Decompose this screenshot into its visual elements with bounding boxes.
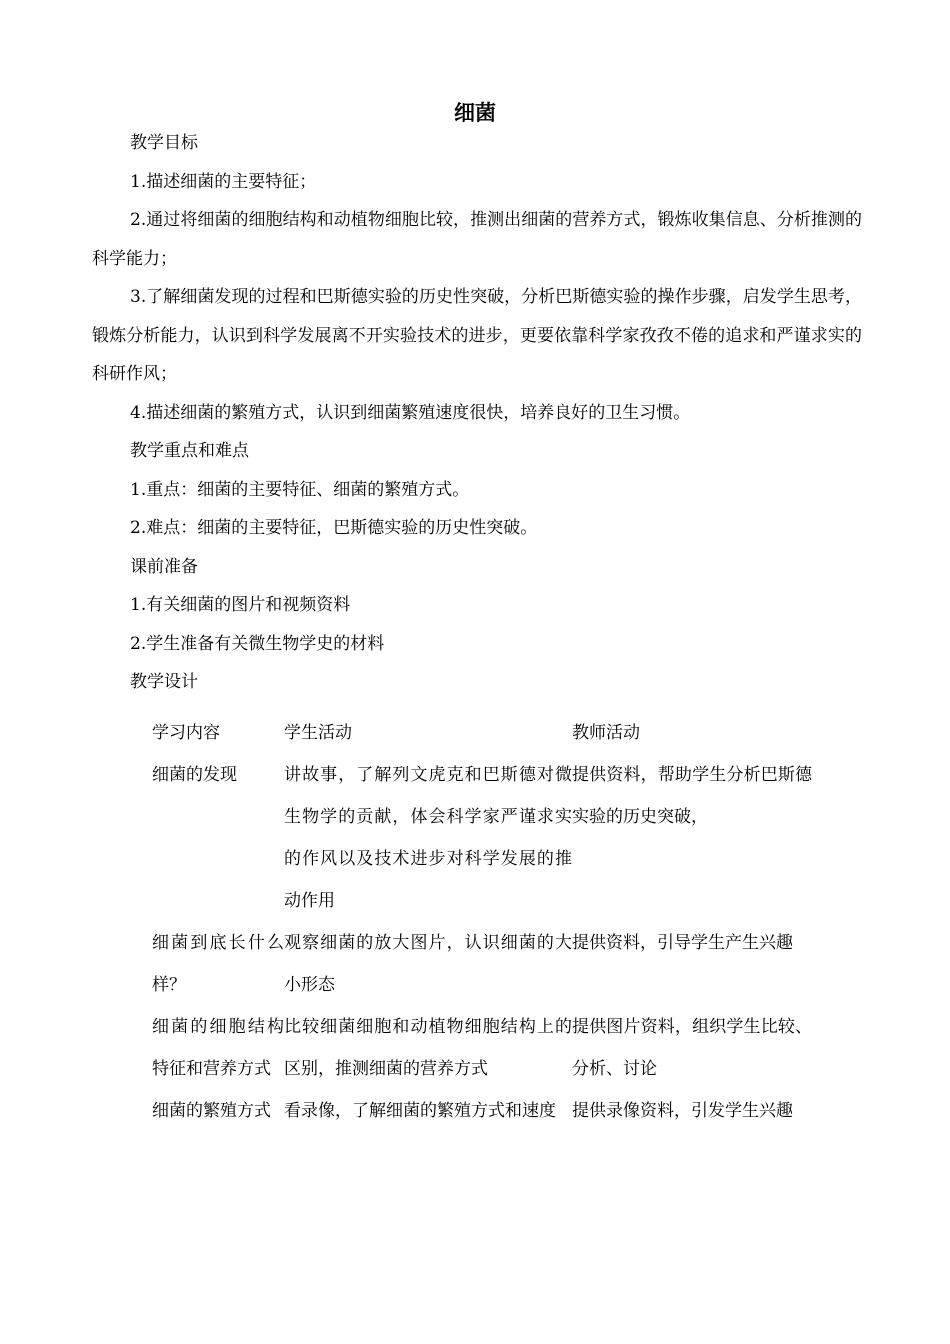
table-row [152, 754, 812, 922]
goals-heading: 教学目标 [130, 133, 198, 153]
table-cell: 细菌的繁殖方式 [152, 1101, 271, 1121]
table-cell: 讲故事，了解列文虎克和巴斯德对微生物学的贡献，体会科学家严谨求实的作风以及技术进步对科学发展的推动作用 [284, 765, 572, 911]
prep-heading: 课前准备 [130, 556, 198, 577]
table-cell: 看录像，了解细菌的繁殖方式和速度 [284, 1101, 556, 1121]
table-cell: 细菌的细胞结构特征和营养方式 [152, 1017, 284, 1079]
table-row [152, 922, 812, 1006]
table-header-cell: 学习内容 [152, 723, 220, 743]
goal-item-2: 2.通过将细菌的细胞结构和动植物细胞比较，推测出细菌的营养方式，锻炼收集信息、分析推测的科学能力； [92, 210, 862, 269]
table-cell: 比较细菌细胞和动植物细胞结构上的区别，推测细菌的营养方式 [284, 1017, 572, 1079]
goal-item-1: 1.描述细菌的主要特征； [130, 171, 317, 192]
document-title: 细菌 [454, 101, 496, 125]
table-cell: 提供图片资料，组织学生比较、分析、讨论 [572, 1017, 812, 1079]
table-header-row [152, 712, 812, 754]
teaching-design-table [152, 712, 812, 1132]
design-heading: 教学设计 [130, 672, 198, 692]
key-point-2: 2.难点：细菌的主要特征，巴斯德实验的历史性突破。 [130, 518, 538, 538]
table-cell: 提供录像资料，引发学生兴趣 [572, 1101, 793, 1121]
key-points-heading: 教学重点和难点 [130, 441, 249, 461]
prep-item-1: 1.有关细菌的图片和视频资料 [130, 595, 351, 615]
table-cell: 提供资料，帮助学生分析巴斯德实验的历史突破， [572, 765, 812, 827]
table-cell: 观察细菌的放大图片，认识细菌的大小形态 [284, 933, 572, 995]
table-row [152, 1090, 812, 1132]
prep-item-2: 2.学生准备有关微生物学史的材料 [130, 633, 385, 654]
goal-item-3: 3.了解细菌发现的过程和巴斯德实验的历史性突破，分析巴斯德实验的操作步骤，启发学生思考，锻炼分析能力，认识到科学发展离不开实验技术的进步，更要依靠科学家孜孜不倦的追求和严谨求实的科研作风； [92, 287, 862, 384]
table-cell: 提供资料，引导学生产生兴趣 [572, 933, 793, 953]
table-row [152, 1006, 812, 1090]
document-body [92, 124, 862, 702]
table-cell: 细菌到底长什么样？ [152, 933, 284, 995]
goal-item-4: 4.描述细菌的繁殖方式，认识到细菌繁殖速度很快，培养良好的卫生习惯。 [130, 402, 691, 423]
table-cell: 细菌的发现 [152, 765, 237, 785]
key-point-1: 1.重点：细菌的主要特征、细菌的繁殖方式。 [130, 479, 470, 500]
table-header-cell: 教师活动 [572, 723, 640, 743]
table-header-cell: 学生活动 [284, 723, 352, 743]
